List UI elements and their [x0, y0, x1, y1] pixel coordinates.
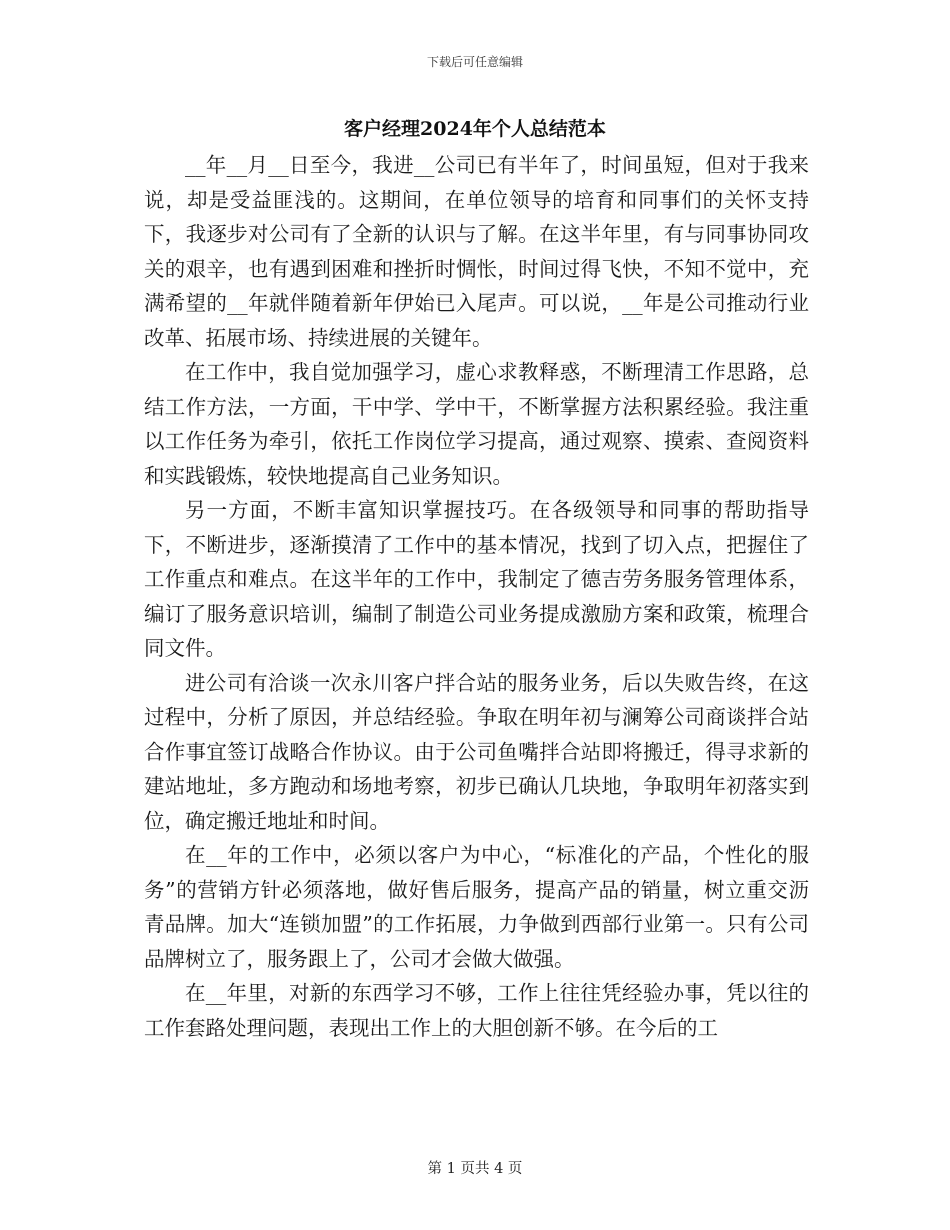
- document-title: 客户经理2024年个人总结范本: [344, 118, 606, 140]
- paragraph: 在__年里，对新的东西学习不够，工作上往往凭经验办事，凭以往的工作套路处理问题，表现出工作上的大胆创新不够。在今后的工: [144, 981, 809, 1040]
- paragraph: 在工作中，我自觉加强学习，虚心求教释惑，不断理清工作思路，总结工作方法，一方面，干中学、学中干，不断掌握方法积累经验。我注重以工作任务为牵引，依托工作岗位学习提高，通过观察、摸索、查阅资料和实践锻炼，较快地提高自己业务知识。: [144, 360, 809, 488]
- paragraph: __年__月__日至今，我进__公司已有半年了，时间虽短，但对于我来说，却是受益匪浅的。这期间，在单位领导的培育和同事们的关怀支持下，我逐步对公司有了全新的认识与了解。在这半年里，有与同事协同攻关的艰辛，也有遇到困难和挫折时惆怅，时间过得飞快，不知不觉中，充满希望的__年就伴随着新年伊始已入尾声。可以说，__年是公司推动行业改革、拓展市场、持续进展的关键年。: [144, 153, 809, 350]
- paragraph: 另一方面，不断丰富知识掌握技巧。在各级领导和同事的帮助指导下，不断进步，逐渐摸清了工作中的基本情况，找到了切入点，把握住了工作重点和难点。在这半年的工作中，我制定了德吉劳务服务管理体系，编订了服务意识培训，编制了制造公司业务提成激励方案和政策，梳理合同文件。: [144, 498, 809, 660]
- paragraph: 进公司有洽谈一次永川客户拌合站的服务业务，后以失败告终，在这过程中，分析了原因，并总结经验。争取在明年初与澜筹公司商谈拌合站合作事宜签订战略合作协议。由于公司鱼嘴拌合站即将搬迁，得寻求新的建站地址，多方跑动和场地考察，初步已确认几块地，争取明年初落实到位，确定搬迁地址和时间。: [144, 670, 809, 833]
- page-number-footer: 第 1 页共 4 页: [427, 1161, 523, 1177]
- paragraph: 在__年的工作中，必须以客户为中心，“标准化的产品，个性化的服务”的营销方针必须落地，做好售后服务，提高产品的销量，树立重交沥青品牌。加大“连锁加盟”的工作拓展，力争做到西部行业第一。只有公司品牌树立了，服务跟上了，公司才会做大做强。: [144, 843, 809, 971]
- document-body: [144, 148, 809, 1045]
- page-header-note: 下载后可任意编辑: [426, 55, 523, 69]
